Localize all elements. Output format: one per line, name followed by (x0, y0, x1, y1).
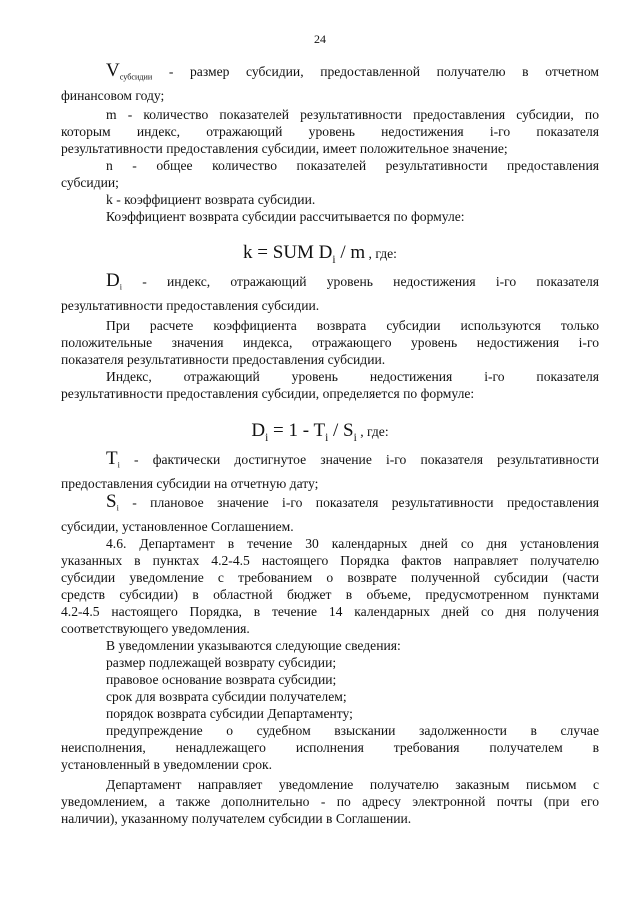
calc-para-line2: положительные значения индекса, отражающего уровень недостижения i-го (61, 335, 599, 350)
notice-item-procedure: порядок возврата субсидии Департаменту; (106, 706, 353, 721)
k-definition: k - коэффициент возврата субсидии. (106, 192, 316, 207)
k-formula-intro: Коэффициент возврата субсидии рассчитывается по формуле: (106, 209, 465, 224)
d-text: - индекс, отражающий уровень недостижения i-го показателя (122, 274, 599, 289)
d-subscript: i (119, 282, 123, 292)
page-number: 24 (314, 32, 326, 46)
formula-d (0, 420, 640, 444)
p46-line5: 4.2-4.5 настоящего Порядка, в течение 14 календарных дней со дня получения (61, 604, 599, 619)
formula-k-part-a: k = SUM D (243, 242, 333, 263)
v-text: - размер субсидии, предоставленной получателю в отчетном (152, 64, 599, 79)
m-definition-line3: результативности предоставления субсидии, имеет положительное значение; (61, 141, 508, 156)
formula-d-sub2: i (325, 431, 329, 444)
formula-k-part-b: / m (335, 242, 366, 263)
formula-k-sub: i (332, 253, 336, 266)
t-symbol: T (106, 448, 118, 469)
notice-item-deadline: срок для возврата субсидии получателем; (106, 689, 347, 704)
final-para-line2: уведомлением, а также дополнительно - по адресу электронной почты (при его (61, 794, 599, 809)
p46-line2: указанных в пунктах 4.2-4.5 настоящего Порядка фактов направляет получателю (61, 553, 599, 568)
t-text: - фактически достигнутое значение i-го показателя результативности (119, 452, 599, 467)
p46-line6: соответствующего уведомления. (61, 621, 250, 636)
t-definition-cont: предоставления субсидии на отчетную дату; (61, 476, 319, 491)
formula-k (0, 242, 640, 266)
formula-d-part-b: = 1 - T (268, 420, 326, 441)
formula-k-note: , где: (365, 246, 397, 261)
s-subscript: i (116, 503, 119, 513)
s-definition (61, 493, 599, 517)
p46-line1: 4.6. Департамент в течение 30 календарных дней со дня установления (106, 536, 599, 551)
formula-d-part-a: D (251, 420, 266, 441)
formula-d-sub1: i (265, 431, 269, 444)
index-para-line2: результативности предоставления субсидии, определяется по формуле: (61, 386, 475, 401)
s-symbol: S (106, 491, 117, 512)
n-definition-line2: субсидии; (61, 175, 119, 190)
t-subscript: i (117, 460, 120, 470)
v-symbol: V (106, 60, 120, 81)
v-subscript: субсидии (119, 72, 153, 82)
index-para-line1: Индекс, отражающий уровень недостижения i-го показателя (106, 369, 599, 384)
d-symbol: D (106, 270, 120, 291)
p46-line4: средств субсидии) в областной бюджет в объеме, предусмотренном пунктами (61, 587, 599, 602)
formula-d-sub3: i (353, 431, 357, 444)
final-para-line3: наличии), указанному получателем субсидии в Соглашении. (61, 811, 412, 826)
final-para-line1: Департамент направляет уведомление получателю заказным письмом с (106, 777, 599, 792)
calc-para-line1: При расчете коэффициента возврата субсидии используются только (106, 318, 599, 333)
notice-item-basis: правовое основание возврата субсидии; (106, 672, 337, 687)
d-definition (61, 272, 599, 296)
m-definition-line1: m - количество показателей результативности предоставления субсидии, по (106, 107, 599, 122)
p46-line3: субсидии уведомление с требованием о возврате полученной субсидии (части (61, 570, 599, 585)
formula-d-part-c: / S (328, 420, 354, 441)
notice-warning-line3: установленный в уведомлении срок. (61, 757, 272, 772)
notice-intro: В уведомлении указываются следующие сведения: (106, 638, 401, 653)
s-text: - плановое значение i-го показателя результативности предоставления (118, 495, 599, 510)
v-definition-cont: финансовом году; (61, 88, 165, 103)
notice-item-amount: размер подлежащей возврату субсидии; (106, 655, 337, 670)
m-definition-line2: которым индекс, отражающий уровень недостижения i-го показателя (61, 124, 599, 139)
n-definition-line1: n - общее количество показателей результативности предоставления (106, 158, 599, 173)
notice-warning-line2: неисполнения, ненадлежащего исполнения требования получателем в (61, 740, 599, 755)
s-definition-cont: субсидии, установленное Соглашением. (61, 519, 294, 534)
v-definition (61, 62, 599, 86)
calc-para-line3: показателя результативности предоставления субсидии. (61, 352, 386, 367)
notice-warning-line1: предупреждение о судебном взыскании задолженности в случае (106, 723, 599, 738)
formula-d-note: , где: (356, 424, 389, 439)
d-definition-cont: результативности предоставления субсидии. (61, 298, 320, 313)
t-definition (61, 450, 599, 474)
